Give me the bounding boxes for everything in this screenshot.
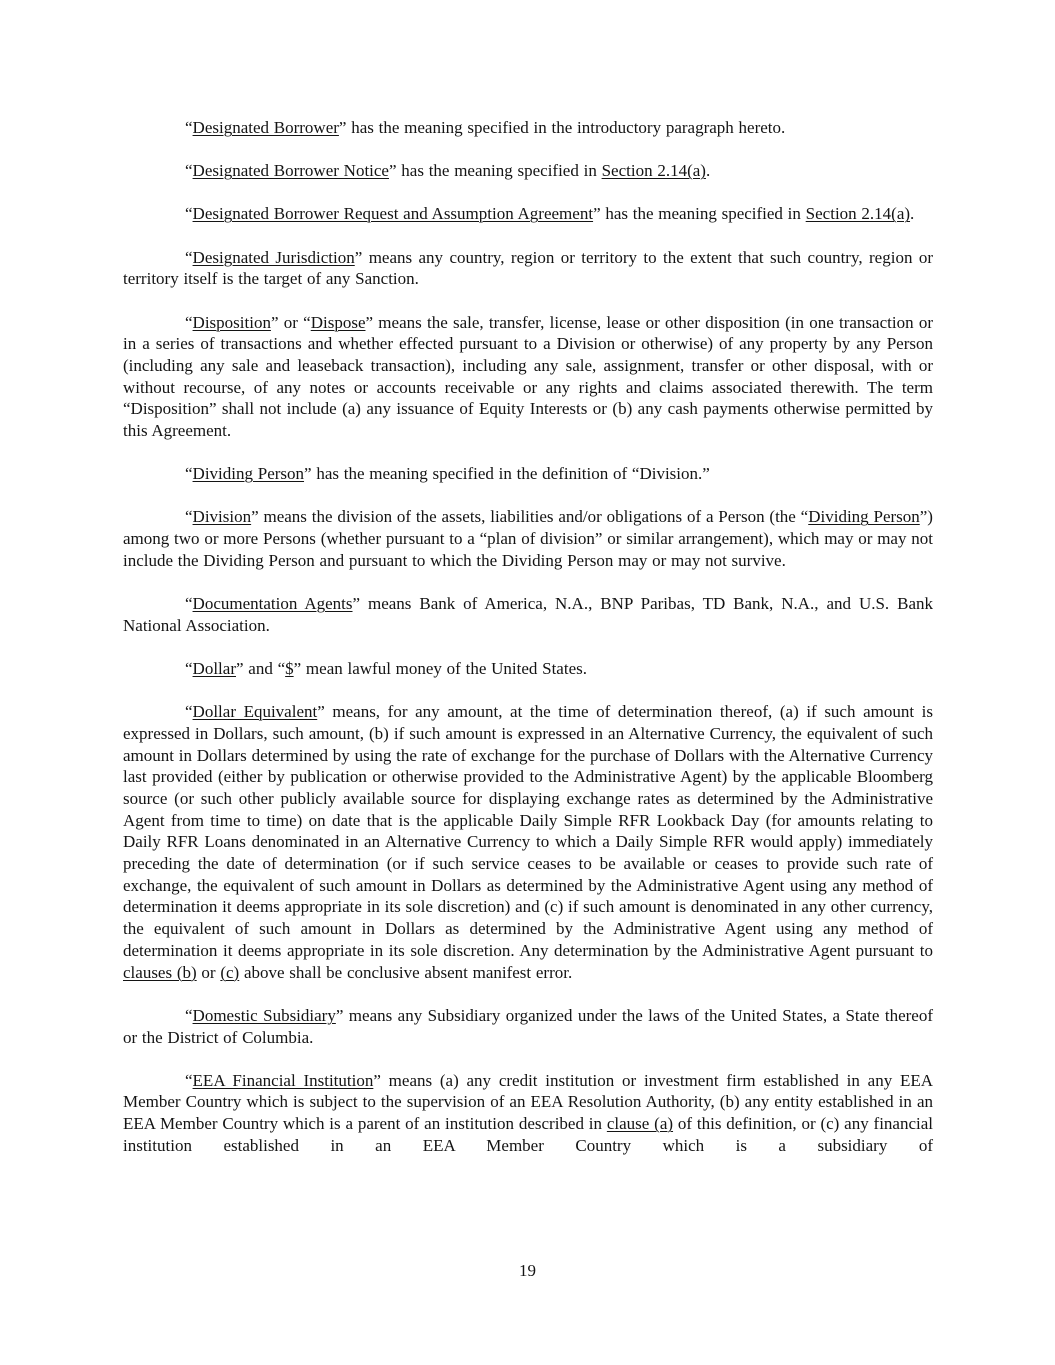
text-run: “	[185, 247, 193, 267]
defined-term: clause (a)	[606, 1114, 674, 1134]
para-designated-borrower-notice	[123, 160, 933, 182]
text-run: “	[185, 658, 193, 678]
para-dollar	[123, 658, 933, 680]
defined-term: clauses (b)	[123, 962, 197, 982]
text-run: “	[185, 161, 193, 181]
defined-term: $	[285, 658, 294, 678]
text-run: ” has the meaning specified in the introductory paragraph hereto.	[338, 118, 786, 137]
para-eea-financial-institution	[123, 1070, 933, 1157]
text-run: ” mean lawful money of the United States.	[293, 658, 587, 678]
text-run: ” has the meaning specified in	[388, 161, 602, 181]
para-disposition	[123, 312, 933, 442]
para-designated-borrower	[123, 117, 933, 139]
para-dollar-equivalent	[123, 701, 933, 983]
defined-term: (c)	[220, 962, 240, 982]
text-run: ” means any country, region or territory to the extent that such country, region or territory itself is the target of any Sanction.	[123, 247, 933, 289]
para-domestic-subsidiary	[123, 1005, 933, 1048]
text-run: ” has the meaning specified in the definition of “Division.”	[304, 464, 710, 484]
text-run: ” means the division of the assets, liabilities and/or obligations of a Person (the “	[251, 507, 809, 527]
text-run: ” has the meaning specified in	[593, 204, 806, 224]
text-run: ”) among two or more Persons (whether pursuant to a “plan of division” or similar arrangement), which may or may not include the Dividing Person and pursuant to which the Dividing Person may or may not survive.	[123, 507, 933, 570]
text-run: ” and “	[235, 658, 286, 678]
defined-term: Dollar	[192, 658, 236, 678]
defined-term: Dividing Person	[808, 507, 920, 527]
text-run: “	[185, 594, 193, 614]
text-run: “	[185, 1070, 193, 1090]
para-documentation-agents	[123, 593, 933, 636]
para-division	[123, 506, 933, 571]
text-run: ” means any Subsidiary organized under the laws of the United States, a State thereof or the District of Columbia.	[123, 1005, 933, 1047]
text-run: “	[185, 312, 193, 332]
text-run: or	[196, 962, 221, 982]
defined-term: Designated Borrower Notice	[192, 161, 389, 181]
defined-term: Dispose	[310, 312, 366, 332]
text-run: “	[185, 702, 193, 722]
text-run: above shall be conclusive absent manifest error.	[239, 962, 573, 982]
document-body	[123, 117, 933, 1178]
text-run: .	[910, 204, 915, 224]
defined-term: Section 2.14(a)	[805, 204, 911, 224]
defined-term: Dividing Person	[192, 464, 305, 484]
defined-term: Designated Borrower Request and Assumption Agreement	[192, 204, 594, 224]
text-run: ” means the sale, transfer, license, lease or other disposition (in one transaction or in a series of transactions and whether effected pursuant to a Division or otherwise) of any property by any Person (including any sale and leaseback transaction), including any sale, assignment, transfer or other disposal, with or without recourse, of any notes or accounts receivable or any rights and claims associated therewith. The term “Disposition” shall not include (a) any issuance of Equity Interests or (b) any cash payments otherwise permitted by this Agreement.	[123, 312, 933, 441]
defined-term: Designated Jurisdiction	[192, 247, 355, 267]
defined-term: Domestic Subsidiary	[192, 1005, 336, 1025]
para-designated-borrower-request-agreement	[123, 203, 933, 225]
defined-term: Dollar Equivalent	[192, 702, 318, 722]
defined-term: Designated Borrower	[192, 118, 339, 137]
para-dividing-person	[123, 463, 933, 485]
text-run: “	[185, 1005, 193, 1025]
page-number: 19	[519, 1261, 536, 1280]
text-run: “	[185, 118, 193, 137]
para-designated-jurisdiction	[123, 247, 933, 290]
text-run: ” means (a) any credit institution or investment firm established in any EEA Member Country which is subject to the supervision of an EEA Resolution Authority, (b) any entity established in an EEA Member Country which is a parent of an institution described in	[123, 1070, 934, 1134]
defined-term: Disposition	[192, 312, 271, 332]
defined-term: EEA Financial Institution	[192, 1070, 374, 1090]
defined-term: Documentation Agents	[192, 594, 353, 614]
text-run: “	[185, 464, 193, 484]
text-run: “	[185, 204, 193, 224]
defined-term: Division	[192, 507, 252, 527]
text-run: ” means, for any amount, at the time of determination thereof, (a) if such amount is expressed in Dollars, such amount, (b) if such amount is expressed in an Alternative Currency, the equivalent of such amount in Dollars determined by using the rate of exchange for the purchase of Dollars with the Alternative Currency last provided (either by publication or otherwise provided to the Administrative Agent) by the applicable Bloomberg source (or such other publicly available source for displaying exchange rates as determined by the Administrative Agent from time to time) on date that is the applicable Daily Simple RFR Lookback Day (for amounts relating to Daily RFR Loans denominated in an Alternative Currency to which a Daily Simple RFR would apply) immediately preceding the date of determination (or if such service ceases to be available or ceases to provide such rate of exchange, the equivalent of such amount in Dollars as determined by the Administrative Agent using any method of determination it deems appropriate in its sole discretion) and (c) if such amount is denominated in any other currency, the equivalent of such amount in Dollars as determined by the Administrative Agent using any method of determination it deems appropriate in its sole discretion. Any determination by the Administrative Agent pursuant to	[123, 702, 934, 960]
text-run: “	[185, 507, 193, 527]
text-run: ” or “	[270, 312, 311, 332]
text-run: .	[705, 161, 711, 181]
text-run: ” means Bank of America, N.A., BNP Paribas, TD Bank, N.A., and U.S. Bank National Association.	[123, 594, 933, 635]
text-run: of this definition, or (c) any financial institution established in an EEA Member Country which is a subsidiary of	[123, 1114, 933, 1155]
defined-term: Section 2.14(a)	[601, 161, 706, 181]
